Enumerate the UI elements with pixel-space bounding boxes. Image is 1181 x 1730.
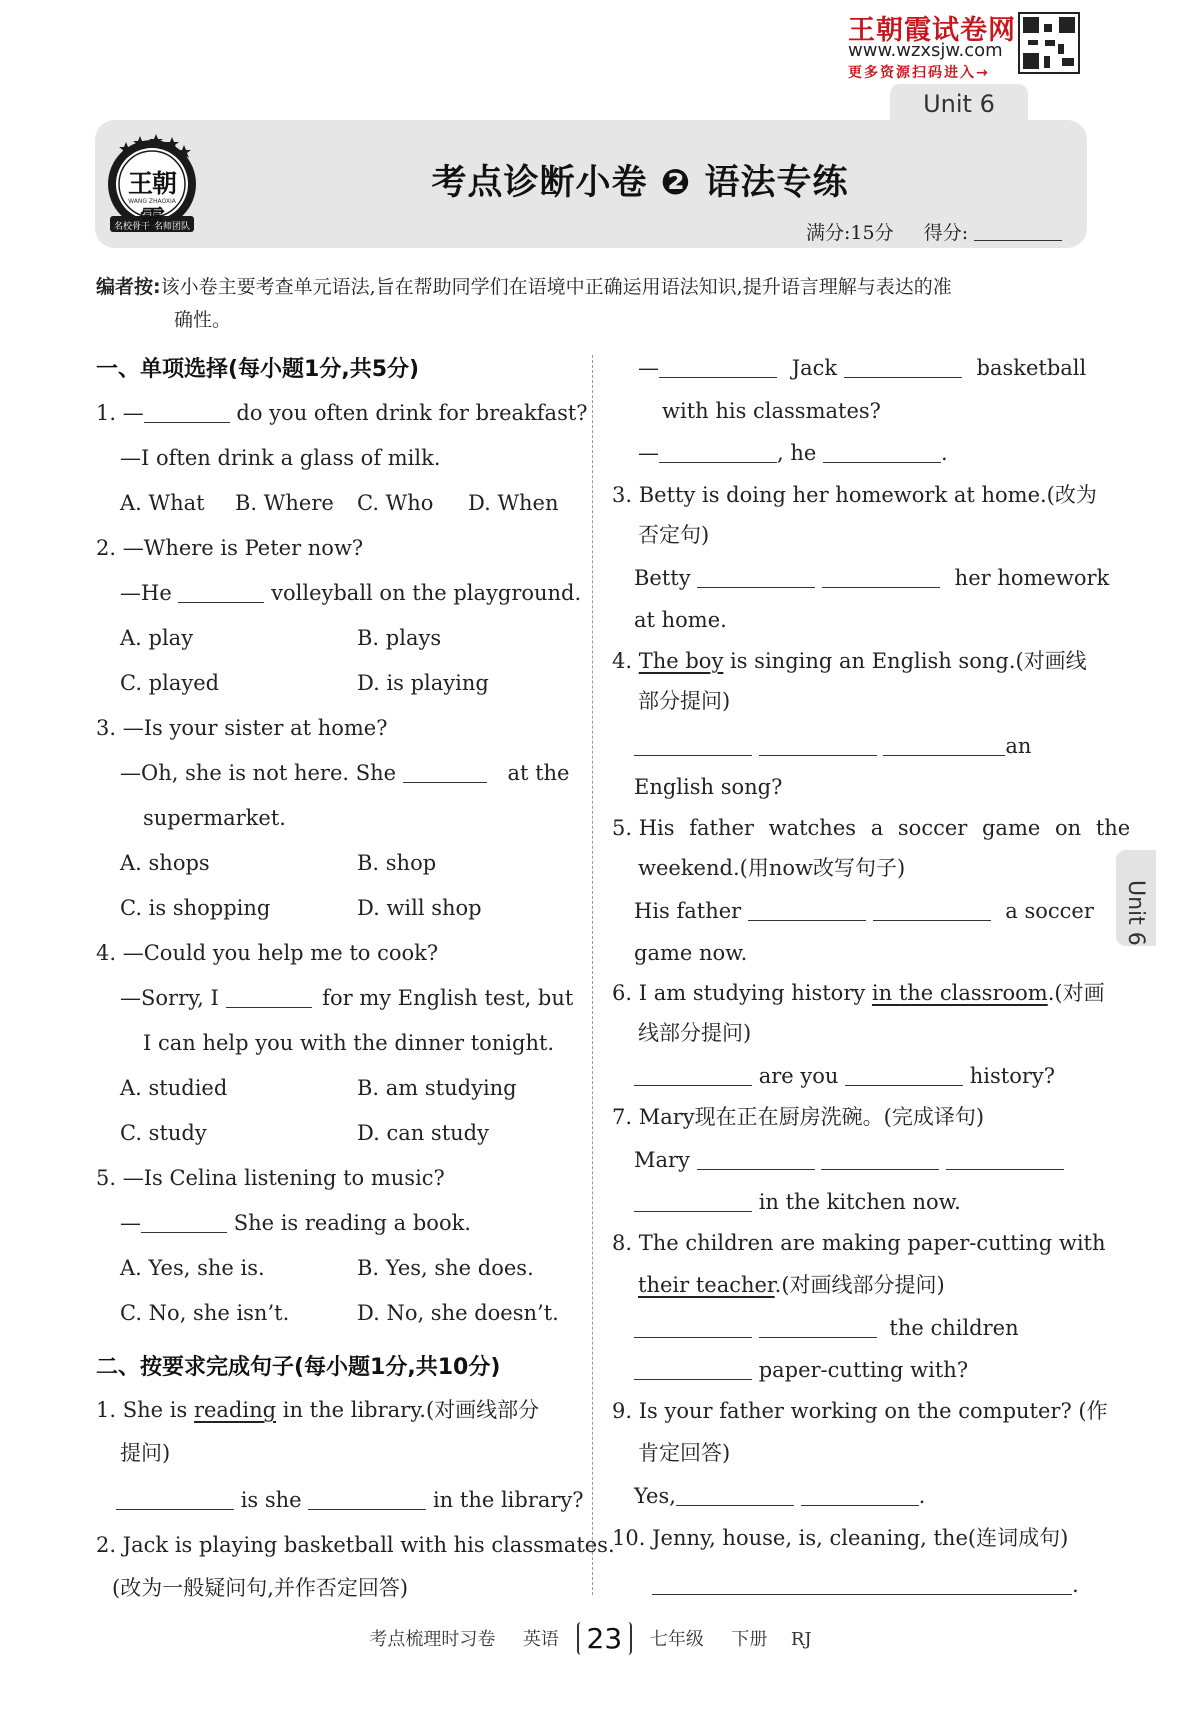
- brand-name: 王朝霞试卷网: [848, 15, 1016, 46]
- s1-q5-option-d[interactable]: D. No, she doesn’t.: [357, 1301, 559, 1325]
- s2-q1-blank-2[interactable]: [308, 1489, 426, 1510]
- logo-subtitle: WANG ZHAOXIA: [128, 198, 176, 205]
- s1-q5-answer: — She is reading a book.: [120, 1211, 471, 1235]
- s1-q1-option-d[interactable]: D. When: [468, 491, 559, 515]
- s2-q1-stem-cont: 提问): [120, 1441, 171, 1465]
- page-number: 23: [577, 1622, 633, 1655]
- exam-title: 考点诊断小卷 ❷ 语法专练: [431, 163, 849, 203]
- s1-q4-option-b[interactable]: B. am studying: [357, 1076, 517, 1100]
- s1-q4-option-c[interactable]: C. study: [120, 1121, 207, 1145]
- s2-q8-blank-2[interactable]: [759, 1317, 877, 1338]
- s2-q1-answer: is she in the library?: [116, 1487, 584, 1513]
- s2-q6-blank-1[interactable]: [634, 1065, 752, 1086]
- s1-q2-option-c[interactable]: C. played: [120, 671, 220, 695]
- s1-q2-answer: —He volleyball on the playground.: [120, 581, 582, 605]
- s1-q5-stem: 5. —Is Celina listening to music?: [96, 1166, 445, 1190]
- s1-q1-option-b[interactable]: B. Where: [235, 491, 334, 515]
- side-unit-label: Unit 6: [1123, 880, 1148, 946]
- s2-q5-blank-2[interactable]: [873, 900, 991, 921]
- editor-note: [96, 271, 1088, 337]
- s2-q7-blank-3[interactable]: [946, 1149, 1064, 1170]
- s2-q2-blank-3[interactable]: [659, 442, 777, 463]
- s1-q4-answer-cont: I can help you with the dinner tonight.: [143, 1031, 555, 1055]
- section1-title: 一、单项选择(每小题1分,共5分): [96, 357, 420, 382]
- s2-q2-blank-2[interactable]: [844, 357, 962, 378]
- s1-q3-option-a[interactable]: A. shops: [120, 851, 210, 875]
- s2-q3-answer: Betty her homework: [634, 566, 1110, 590]
- note-label: 编者按:: [96, 276, 161, 298]
- s2-q6-answer: are you history?: [634, 1063, 1055, 1089]
- s2-q10-stem: 10. Jenny, house, is, cleaning, the(连词成句): [612, 1526, 1069, 1550]
- section2-title: 二、按要求完成句子(每小题1分,共10分): [96, 1355, 501, 1380]
- page-footer: [0, 1622, 1181, 1655]
- s2-q9-stem-cont: 肯定回答): [638, 1441, 731, 1465]
- s2-q6-stem: 6. I am studying history in the classroom.(对画: [612, 981, 1105, 1005]
- s2-q3-stem-cont: 否定句): [638, 523, 710, 547]
- unit-tab: Unit 6: [890, 84, 1028, 124]
- s1-q4-stem: 4. —Could you help me to cook?: [96, 941, 439, 965]
- s1-q5-option-b[interactable]: B. Yes, she does.: [357, 1256, 534, 1280]
- s2-q8-stem-cont: their teacher.(对画线部分提问): [638, 1273, 945, 1297]
- s1-q4-option-a[interactable]: A. studied: [120, 1076, 228, 1100]
- s2-q9-stem: 9. Is your father working on the computer? (作: [612, 1399, 1108, 1423]
- footer-subject: 英语: [522, 1629, 559, 1650]
- brand-scan-text: 更多资源扫码进入→: [848, 65, 990, 81]
- s1-q2-option-b[interactable]: B. plays: [357, 626, 442, 650]
- s2-q2-answer-b: — , he .: [638, 441, 948, 465]
- s2-q8-blank-3[interactable]: [634, 1359, 752, 1380]
- s1-q3-option-c[interactable]: C. is shopping: [120, 896, 271, 920]
- s2-q5-answer-cont: game now.: [634, 941, 748, 965]
- s1-q4-blank[interactable]: [226, 987, 312, 1008]
- s2-q2-stem-cont: (改为一般疑问句,并作否定回答): [112, 1576, 409, 1600]
- s1-q1-blank[interactable]: [144, 402, 230, 423]
- s2-q4-blank-1[interactable]: [634, 735, 752, 756]
- score-line: [806, 218, 1062, 245]
- s2-q1-stem: 1. She is reading in the library.(对画线部分: [96, 1398, 540, 1422]
- note-text-1: 该小卷主要考查单元语法,旨在帮助同学们在语境中正确运用语法知识,提升语言理解与表达的准: [160, 276, 952, 298]
- brand-url[interactable]: www.wzxsjw.com: [848, 40, 1003, 61]
- s2-q4-answer-cont: English song?: [634, 775, 783, 799]
- s2-q9-blank-1[interactable]: [676, 1485, 794, 1506]
- logo-tagline-left: 名校骨干: [114, 222, 151, 232]
- s2-q4-answer: an: [634, 733, 1031, 759]
- s2-q7-answer-cont: in the kitchen now.: [634, 1189, 961, 1215]
- side-unit-tab: [1116, 850, 1156, 946]
- score-blank[interactable]: [974, 222, 1062, 241]
- s2-q3-answer-cont: at home.: [634, 608, 727, 632]
- s2-q3-blank-2[interactable]: [822, 567, 940, 588]
- s1-q3-option-b[interactable]: B. shop: [357, 851, 437, 875]
- s2-q8-blank-1[interactable]: [634, 1317, 752, 1338]
- s1-q2-blank[interactable]: [178, 582, 264, 603]
- s2-q7-blank-4[interactable]: [634, 1191, 752, 1212]
- s1-q4-answer: —Sorry, I for my English test, but: [120, 986, 574, 1010]
- s2-q5-stem-cont: weekend.(用now改写句子): [638, 856, 906, 880]
- s1-q1-option-a[interactable]: A. What: [120, 491, 205, 515]
- s1-q3-answer: —Oh, she is not here. She at the: [120, 761, 570, 785]
- s2-q6-blank-2[interactable]: [845, 1065, 963, 1086]
- s2-q7-blank-1[interactable]: [697, 1149, 815, 1170]
- s2-q2-blank-4[interactable]: [823, 442, 941, 463]
- footer-volume: 下册: [731, 1629, 768, 1650]
- s1-q2-option-d[interactable]: D. is playing: [357, 671, 489, 695]
- s2-q8-stem: 8. The children are making paper-cutting with: [612, 1231, 1106, 1255]
- s1-q5-option-c[interactable]: C. No, she isn’t.: [120, 1301, 290, 1325]
- s2-q8-answer-cont: paper-cutting with?: [634, 1357, 968, 1383]
- note-text-2: 确性。: [174, 309, 232, 331]
- full-score: 满分:15分: [806, 222, 894, 244]
- s1-q4-option-d[interactable]: D. can study: [357, 1121, 489, 1145]
- footer-grade: 七年级: [649, 1629, 704, 1650]
- s2-q4-blank-2[interactable]: [759, 735, 877, 756]
- wangzhaoxia-logo-icon: [104, 128, 200, 238]
- s2-q5-blank-1[interactable]: [748, 900, 866, 921]
- s2-q3-stem: 3. Betty is doing her homework at home.(改为: [612, 483, 1097, 507]
- s1-q2-option-a[interactable]: A. play: [120, 626, 194, 650]
- s2-q7-blank-2[interactable]: [821, 1149, 939, 1170]
- s2-q4-blank-3[interactable]: [883, 735, 1005, 756]
- s1-q3-option-d[interactable]: D. will shop: [357, 896, 482, 920]
- s1-q1-stem: 1. — do you often drink for breakfast?: [96, 401, 588, 425]
- s2-q2-stem: 2. Jack is playing basketball with his classmates.: [96, 1533, 615, 1557]
- s2-q5-stem: 5. His father watches a soccer game on the: [612, 816, 1131, 840]
- s1-q1-answer: —I often drink a glass of milk.: [120, 446, 441, 470]
- s1-q1-option-c[interactable]: C. Who: [357, 491, 434, 515]
- column-divider: [592, 355, 593, 1595]
- s1-q3-blank[interactable]: [403, 762, 487, 783]
- s1-q5-option-a[interactable]: A. Yes, she is.: [120, 1256, 265, 1280]
- s2-q9-blank-2[interactable]: [801, 1485, 919, 1506]
- s2-q5-answer: His father a soccer: [634, 899, 1094, 923]
- s1-q3-answer-cont: supermarket.: [143, 806, 286, 830]
- s2-q2-answer-a-cont: with his classmates?: [662, 399, 881, 423]
- s2-q10-answer: .: [652, 1572, 1079, 1598]
- s2-q2-blank-1[interactable]: [659, 357, 777, 378]
- s2-q4-stem: 4. The boy is singing an English song.(对画线: [612, 649, 1087, 673]
- s1-q5-blank[interactable]: [141, 1212, 227, 1233]
- s2-q10-blank[interactable]: [652, 1574, 1072, 1595]
- s2-q3-blank-1[interactable]: [697, 567, 815, 588]
- s2-q7-answer: Mary: [634, 1147, 1064, 1173]
- s2-q6-stem-cont: 线部分提问): [638, 1021, 752, 1045]
- s2-q4-stem-cont: 部分提问): [638, 689, 731, 713]
- s1-q3-stem: 3. —Is your sister at home?: [96, 716, 388, 740]
- s1-q2-stem: 2. —Where is Peter now?: [96, 536, 364, 560]
- qr-code-icon[interactable]: [1018, 12, 1080, 74]
- logo-name: 王朝霞: [127, 169, 176, 234]
- s2-q8-answer: the children: [634, 1315, 1019, 1341]
- s2-q7-stem: 7. Mary现在正在厨房洗碗。(完成译句): [612, 1105, 985, 1129]
- s2-q1-blank-1[interactable]: [116, 1489, 234, 1510]
- score-label: 得分:: [923, 222, 969, 244]
- logo-tagline-right: 名师团队: [154, 222, 191, 232]
- s2-q2-answer-a: — Jack basketball: [638, 356, 1087, 380]
- footer-edition: RJ: [790, 1629, 812, 1650]
- footer-series: 考点梳理时习卷: [369, 1629, 496, 1650]
- s2-q9-answer: Yes, .: [634, 1484, 926, 1508]
